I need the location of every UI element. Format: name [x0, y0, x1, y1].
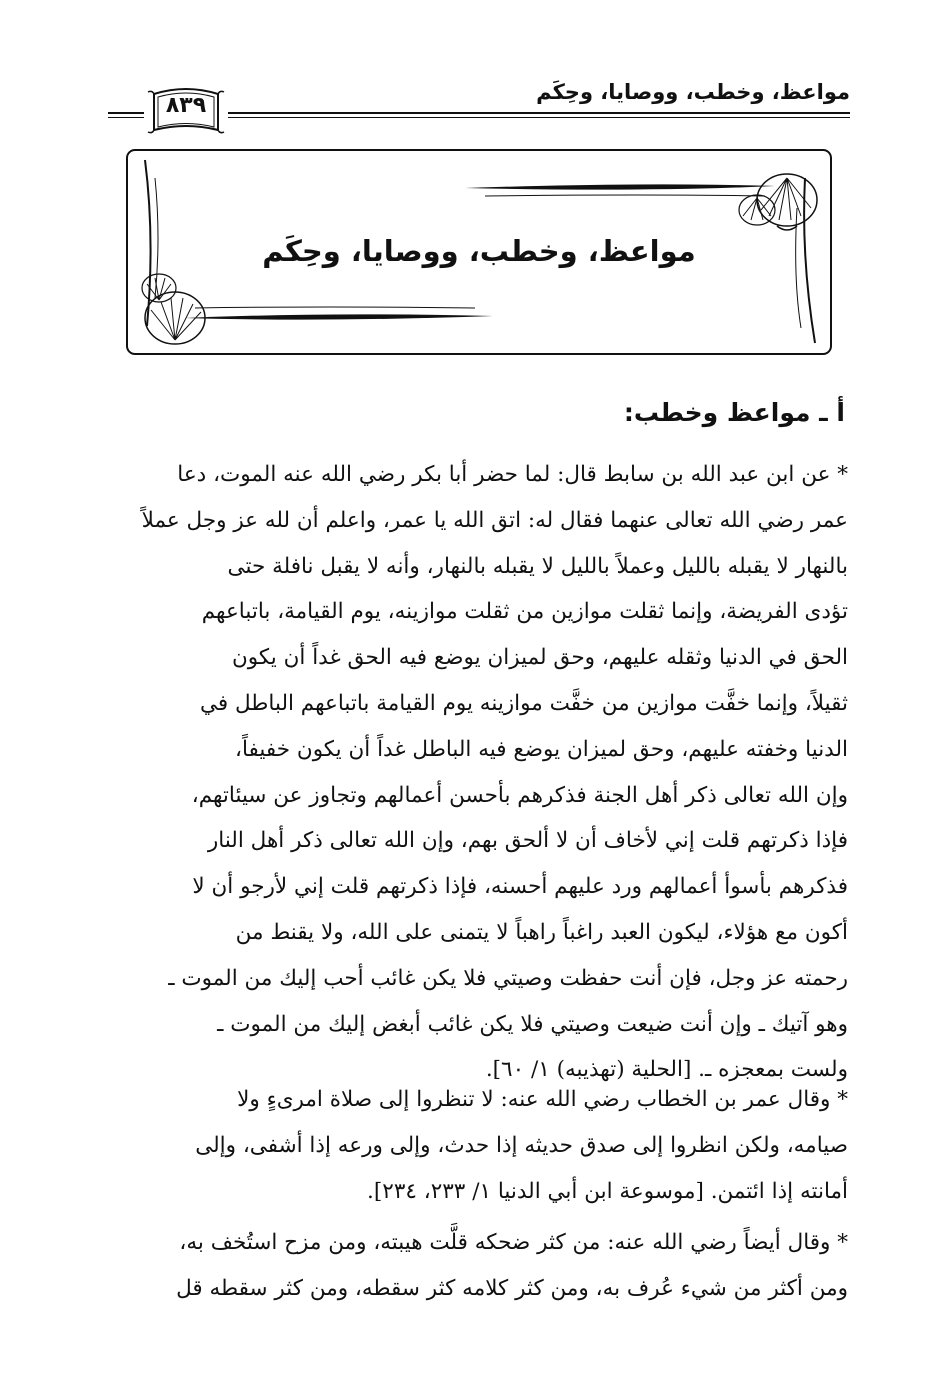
header-rule-left-thin: [108, 117, 144, 118]
text-line: تؤدى الفريضة، وإنما ثقلت موازين من ثقلت موازينه، يوم القيامة، باتباعهم: [201, 599, 848, 625]
text-line: ثقيلاً، وإنما خفَّت موازين من خفَّت موازينه يوم القيامة باتباعهم الباطل في: [199, 690, 848, 716]
text-line: رحمته عز وجل، فإن أنت حفظت وصيتي فلا يكن غائب أحب إليك من الموت ـ: [168, 965, 848, 991]
chapter-title: مواعظ، وخطب، ووصايا، وحِكَم: [262, 234, 696, 268]
text-line: أكون مع هؤلاء، ليكون العبد راغباً راهباً لا يتمنى على الله، ولا يقنط من: [235, 919, 848, 945]
text-line: الدنيا وخفته عليهم، وحق لميزان يوضع فيه الباطل غداً أن يكون خفيفاً،: [235, 736, 848, 762]
running-title: مواعظ، وخطب، ووصايا، وحِكَم: [536, 80, 850, 104]
text-line: وهو آتيك ـ وإن أنت ضيعت وصيتي فلا يكن غائب أبغض إليك من الموت ـ: [217, 1011, 848, 1037]
paragraph-umar: [100, 1077, 848, 1214]
chapter-title-box: [125, 148, 833, 356]
text-line: عمر رضي الله تعالى عنهما فقال له: اتق الله يا عمر، واعلم أن لله عز وجل عملاً: [141, 507, 848, 533]
paragraph-abu-bakr: [100, 452, 848, 1093]
text-line: ولست بمعجزه ـ. [الحلية (تهذيبه) ١/ ٦٠].: [485, 1057, 848, 1083]
text-line: * وقال أيضاً رضي الله عنه: من كثر ضحكه قلَّت هيبته، ومن مزح استُخف به،: [179, 1230, 848, 1255]
header-rule-thin: [228, 117, 850, 118]
text-line: أمانته إذا ائتمن. [موسوعة ابن أبي الدنيا ١/ ٢٣٣، ٢٣٤].: [367, 1178, 848, 1204]
text-line: بالنهار لا يقبله بالليل وعملاً بالليل لا يقبله بالنهار، وأنه لا يقبل نافلة حتى: [227, 553, 848, 579]
text-line: ومن أكثر من شيء عُرف به، ومن كثر كلامه كثر سقطه، ومن كثر سقطه قل: [176, 1275, 848, 1301]
header-rule-left: [108, 112, 144, 114]
paragraph-umar-2: [100, 1220, 848, 1312]
text-line: صيامه، ولكن انظروا إلى صدق حديثه إذا حدث، وإلى ورعه إذا أشفى، وإلى: [195, 1132, 848, 1158]
text-line: فذكرهم بأسوأ أعمالهم ورد عليهم أحسنه، فإذا ذكرتهم قلت إني لأرجو أن لا: [192, 874, 848, 900]
text-line: * وقال عمر بن الخطاب رضي الله عنه: لا تنظروا إلى صلاة امرىءٍ ولا: [237, 1087, 848, 1112]
page-number: ٨٣٩: [165, 93, 207, 118]
text-line: فإذا ذكرتهم قلت إني لأخاف أن لا ألحق بهم، وإن الله تعالى ذكر أهل النار: [207, 828, 848, 854]
header-rule: [228, 112, 850, 114]
page-header: [108, 60, 850, 130]
section-heading: أ ـ مواعظ وخطب:: [623, 398, 845, 427]
page-number-badge: [146, 82, 226, 138]
text-line: الحق في الدنيا وثقله عليهم، وحق لميزان يوضع فيه الحق غداً أن يكون: [232, 645, 848, 671]
text-line: * عن ابن عبد الله بن سابط قال: لما حضر أبا بكر رضي الله عنه الموت، دعا: [177, 462, 848, 487]
text-line: وإن الله تعالى ذكر أهل الجنة فذكرهم بأحسن أعمالهم وتجاوز عن سيئاتهم،: [191, 782, 848, 808]
